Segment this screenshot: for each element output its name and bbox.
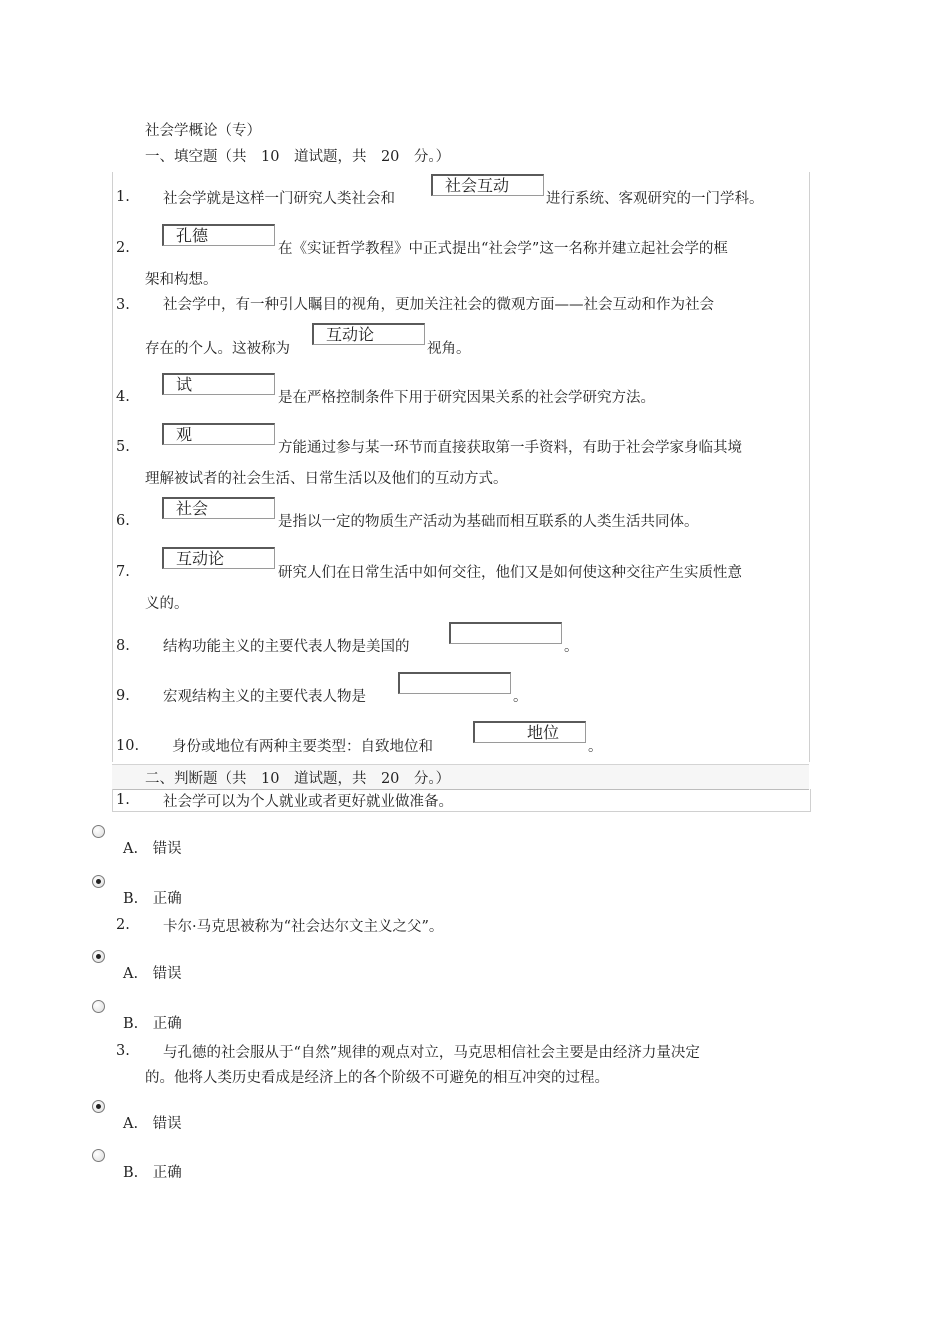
fill-question-text: 社会学就是这样一门研究人类社会和 [163,191,395,207]
page-title: 社会学概论（专） [145,123,261,139]
judge-question-text: 卡尔·马克思被称为“社会达尔文主义之父”。 [163,919,444,935]
judge-question-number: 3. [116,1043,130,1059]
fill-question-number: 5. [116,439,130,455]
radio-option-b[interactable] [92,875,105,888]
option-label: A. 错误 [123,966,182,982]
judge-question-text: 社会学可以为个人就业或者更好就业做准备。 [163,794,453,810]
answer-input[interactable] [398,672,511,694]
fill-question-text: 。 [564,639,579,655]
fill-question-text: 理解被试者的社会生活、日常生活以及他们的互动方式。 [145,471,508,487]
fill-question-text: 是在严格控制条件下用于研究因果关系的社会学研究方法。 [278,390,655,406]
option-label: A. 错误 [123,841,182,857]
fill-question-number: 6. [116,513,130,529]
fill-question-number: 3. [116,297,130,313]
answer-input[interactable] [449,622,562,644]
section-heading-fill: 一、填空题（共 10 道试题，共 20 分。） [145,149,451,165]
fill-question-text: 方能通过参与某一环节而直接获取第一手资料，有助于社会学家身临其境 [278,440,742,456]
radio-option-b[interactable] [92,1000,105,1013]
fill-question-text: 存在的个人。这被称为 [145,341,290,357]
answer-input[interactable]: 孔德 [162,224,275,246]
fill-question-number: 8. [116,638,130,654]
fill-question-number: 10. [116,738,140,754]
fill-question-text: 研究人们在日常生活中如何交往，他们又是如何使这种交往产生实质性意 [278,565,742,581]
fill-question-text: 宏观结构主义的主要代表人物是 [163,689,366,705]
fill-question-text: 。 [513,689,528,705]
answer-input[interactable]: 社会互动 [431,174,544,196]
fill-question-number: 7. [116,564,130,580]
radio-option-a[interactable] [92,1100,105,1113]
answer-input[interactable]: 社会 [162,497,275,519]
option-label: B. 正确 [123,891,182,907]
answer-input[interactable]: 互动论 [162,547,275,569]
fill-question-text: 视角。 [427,341,471,357]
fill-question-text: 。 [588,739,603,755]
fill-question-number: 2. [116,240,130,256]
fill-question-text: 社会学中，有一种引人瞩目的视角，更加关注社会的微观方面——社会互动和作为社会 [163,297,714,313]
radio-option-b[interactable] [92,1149,105,1162]
answer-input[interactable]: 地位 [473,721,586,743]
option-label: B. 正确 [123,1165,182,1181]
fill-question-text: 是指以一定的物质生产活动为基础而相互联系的人类生活共同体。 [278,514,699,530]
judge-question-text: 与孔德的社会服从于“自然”规律的观点对立，马克思相信社会主要是由经济力量决定 [163,1045,700,1061]
fill-question-text: 在《实证哲学教程》中正式提出“社会学”这一名称并建立起社会学的框 [278,241,728,257]
section-heading-judge: 二、判断题（共 10 道试题，共 20 分。） [145,771,451,787]
answer-input[interactable]: 试 [162,373,275,395]
answer-input[interactable]: 互动论 [312,323,425,345]
fill-question-text: 进行系统、客观研究的一门学科。 [546,191,764,207]
option-label: A. 错误 [123,1116,182,1132]
fill-question-text: 架和构想。 [145,272,218,288]
fill-question-number: 9. [116,688,130,704]
fill-question-number: 4. [116,389,130,405]
fill-question-text: 身份或地位有两种主要类型：自致地位和 [172,739,433,755]
option-label: B. 正确 [123,1016,182,1032]
answer-input[interactable]: 观 [162,423,275,445]
judge-question-text: 的。他将人类历史看成是经济上的各个阶级不可避免的相互冲突的过程。 [145,1070,609,1086]
judge-question-number: 1. [116,792,130,808]
fill-question-text: 结构功能主义的主要代表人物是美国的 [163,639,410,655]
fill-question-text: 义的。 [145,596,189,612]
radio-option-a[interactable] [92,950,105,963]
radio-option-a[interactable] [92,825,105,838]
fill-question-number: 1. [116,189,130,205]
judge-question-number: 2. [116,917,130,933]
